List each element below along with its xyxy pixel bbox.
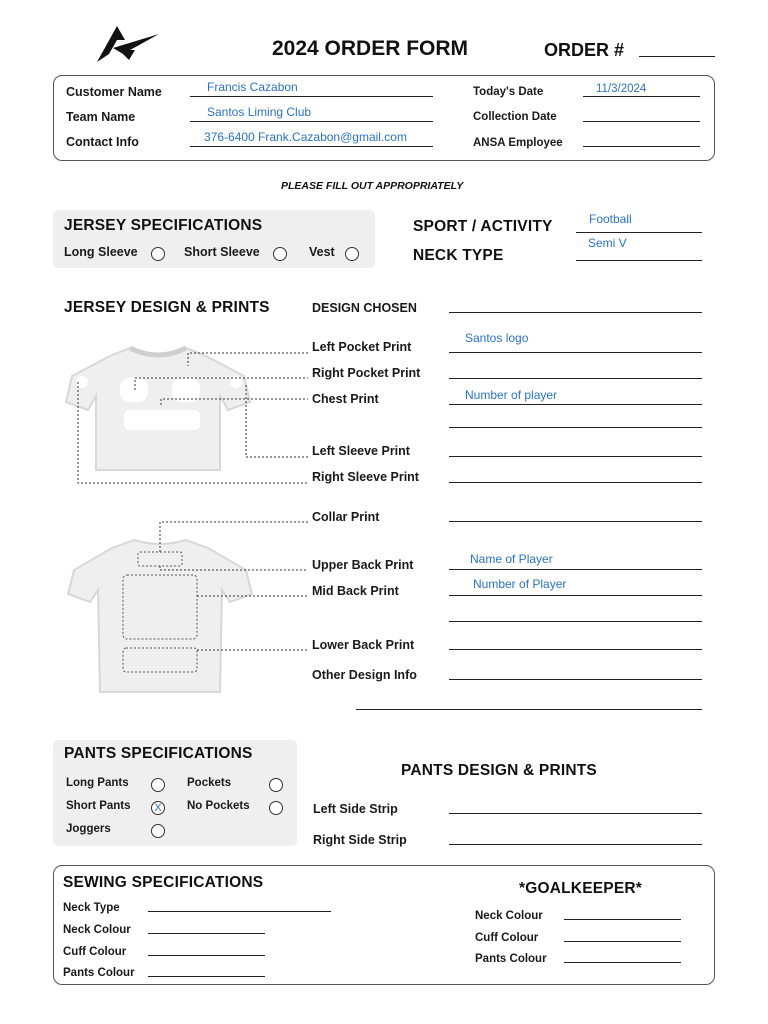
sewing-neck-type-field[interactable] — [148, 911, 331, 912]
left-pocket-print-value[interactable]: Santos logo — [465, 331, 529, 345]
customer-name-field[interactable] — [190, 96, 433, 97]
right-pocket-print-field[interactable] — [449, 378, 702, 379]
contact-info-value[interactable]: 376-6400 Frank.Cazabon@gmail.com — [204, 130, 407, 144]
todays-date-field[interactable] — [583, 96, 700, 97]
mid-back-print-extra-field[interactable] — [449, 621, 702, 622]
goalkeeper-pants-colour-label: Pants Colour — [475, 953, 547, 965]
pants-specs-title: PANTS SPECIFICATIONS — [64, 745, 253, 762]
contact-info-label: Contact Info — [66, 135, 139, 149]
chest-print-extra-field[interactable] — [449, 427, 702, 428]
todays-date-label: Today's Date — [473, 86, 544, 98]
joggers-label: Joggers — [66, 823, 111, 835]
left-pocket-print-label: Left Pocket Print — [312, 340, 412, 354]
left-side-strip-label: Left Side Strip — [313, 802, 398, 816]
short-pants-radio[interactable]: X — [151, 801, 165, 815]
goalkeeper-title: *GOALKEEPER* — [519, 880, 642, 897]
sport-activity-label: SPORT / ACTIVITY — [413, 218, 553, 235]
right-side-strip-label: Right Side Strip — [313, 833, 407, 847]
collar-print-field[interactable] — [449, 521, 702, 522]
sport-activity-field[interactable] — [576, 232, 702, 233]
chest-print-label: Chest Print — [312, 392, 379, 406]
left-side-strip-field[interactable] — [449, 813, 702, 814]
sewing-specs-title: SEWING SPECIFICATIONS — [63, 874, 264, 891]
sewing-cuff-colour-field[interactable] — [148, 955, 265, 956]
ansa-logo-icon — [95, 24, 161, 64]
goalkeeper-neck-colour-field[interactable] — [564, 919, 681, 920]
short-pants-label: Short Pants — [66, 800, 131, 812]
sewing-pants-colour-field[interactable] — [148, 976, 265, 977]
right-side-strip-field[interactable] — [449, 844, 702, 845]
sport-activity-value[interactable]: Football — [589, 212, 632, 226]
right-sleeve-print-field[interactable] — [449, 482, 702, 483]
chest-print-field[interactable] — [449, 404, 702, 405]
no-pockets-label: No Pockets — [187, 800, 250, 812]
page-title: 2024 ORDER FORM — [272, 37, 469, 60]
mid-back-print-label: Mid Back Print — [312, 584, 399, 598]
ansa-employee-label: ANSA Employee — [473, 137, 563, 149]
lower-back-print-label: Lower Back Print — [312, 638, 415, 652]
ansa-employee-field[interactable] — [583, 146, 700, 147]
design-chosen-label: DESIGN CHOSEN — [312, 301, 417, 315]
goalkeeper-pants-colour-field[interactable] — [564, 962, 681, 963]
collection-date-label: Collection Date — [473, 111, 557, 123]
long-sleeve-radio[interactable] — [151, 247, 165, 261]
no-pockets-radio[interactable] — [269, 801, 283, 815]
collar-print-label: Collar Print — [312, 510, 380, 524]
team-name-label: Team Name — [66, 110, 136, 124]
long-sleeve-label: Long Sleeve — [64, 245, 138, 259]
other-design-info-field[interactable] — [449, 679, 702, 680]
mid-back-print-field[interactable] — [449, 595, 702, 596]
left-sleeve-print-label: Left Sleeve Print — [312, 444, 410, 458]
neck-type-value[interactable]: Semi V — [588, 236, 627, 250]
jersey-design-title: JERSEY DESIGN & PRINTS — [64, 299, 270, 316]
goalkeeper-cuff-colour-field[interactable] — [564, 941, 681, 942]
chest-print-value[interactable]: Number of player — [465, 388, 558, 402]
lower-back-print-field[interactable] — [449, 649, 702, 650]
other-design-info-extra-field[interactable] — [356, 709, 702, 710]
jersey-specs-title: JERSEY SPECIFICATIONS — [64, 217, 263, 234]
joggers-radio[interactable] — [151, 824, 165, 838]
contact-info-field[interactable] — [190, 146, 433, 147]
customer-name-value[interactable]: Francis Cazabon — [207, 80, 298, 94]
sewing-neck-colour-field[interactable] — [148, 933, 265, 934]
team-name-value[interactable]: Santos Liming Club — [207, 105, 312, 119]
right-sleeve-print-label: Right Sleeve Print — [312, 470, 419, 484]
sewing-cuff-colour-label: Cuff Colour — [63, 946, 127, 958]
jersey-front-diagram — [60, 340, 320, 490]
short-sleeve-label: Short Sleeve — [184, 245, 260, 259]
long-pants-label: Long Pants — [66, 777, 129, 789]
left-pocket-print-field[interactable] — [449, 352, 702, 353]
mid-back-print-value[interactable]: Number of Player — [473, 577, 567, 591]
sewing-pants-colour-label: Pants Colour — [63, 967, 135, 979]
upper-back-print-value[interactable]: Name of Player — [470, 552, 553, 566]
order-number-label: ORDER # — [544, 40, 625, 60]
other-design-info-label: Other Design Info — [312, 668, 417, 682]
team-name-field[interactable] — [190, 121, 433, 122]
sewing-neck-type-label: Neck Type — [63, 902, 120, 914]
short-sleeve-radio[interactable] — [273, 247, 287, 261]
instruction-text: PLEASE FILL OUT APPROPRIATELY — [281, 180, 464, 192]
right-pocket-print-label: Right Pocket Print — [312, 366, 421, 380]
pockets-label: Pockets — [187, 777, 232, 789]
jersey-back-diagram — [60, 518, 320, 698]
todays-date-value[interactable]: 11/3/2024 — [596, 83, 647, 95]
neck-type-label: NECK TYPE — [413, 247, 504, 264]
customer-name-label: Customer Name — [66, 85, 162, 99]
vest-label: Vest — [309, 245, 335, 259]
goalkeeper-neck-colour-label: Neck Colour — [475, 910, 543, 922]
long-pants-radio[interactable] — [151, 778, 165, 792]
vest-radio[interactable] — [345, 247, 359, 261]
left-sleeve-print-field[interactable] — [449, 456, 702, 457]
collection-date-field[interactable] — [583, 121, 700, 122]
sewing-neck-colour-label: Neck Colour — [63, 924, 131, 936]
upper-back-print-field[interactable] — [449, 569, 702, 570]
upper-back-print-label: Upper Back Print — [312, 558, 414, 572]
neck-type-field[interactable] — [576, 260, 702, 261]
order-number-field[interactable] — [639, 56, 715, 57]
pockets-radio[interactable] — [269, 778, 283, 792]
design-chosen-field[interactable] — [449, 312, 702, 313]
pants-design-title: PANTS DESIGN & PRINTS — [401, 762, 597, 779]
goalkeeper-cuff-colour-label: Cuff Colour — [475, 932, 539, 944]
